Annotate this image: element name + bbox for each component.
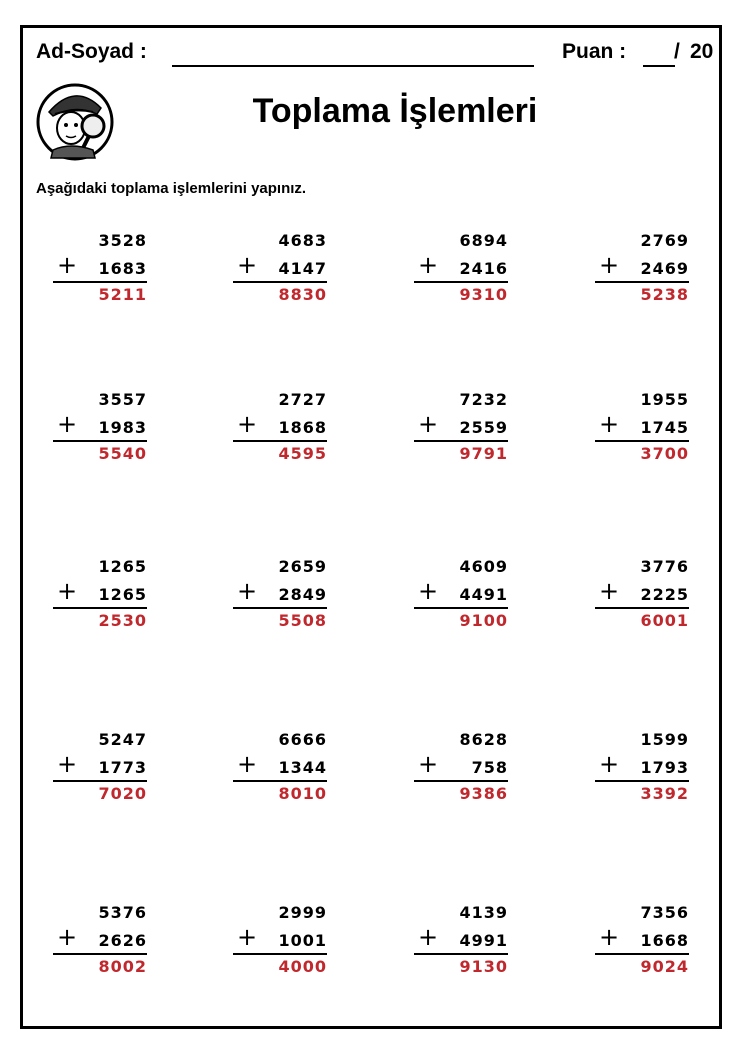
addend-top: 7356 <box>640 903 689 922</box>
plus-icon: + <box>237 410 258 438</box>
addend-top: 3528 <box>98 231 147 250</box>
addition-problem <box>233 557 333 637</box>
addition-problem <box>414 557 514 637</box>
plus-icon: + <box>237 251 258 279</box>
sum-answer[interactable]: 5238 <box>640 285 689 304</box>
sum-line <box>414 953 508 955</box>
addend-bottom: 1001 <box>278 931 327 950</box>
sum-line <box>53 953 147 955</box>
addend-bottom: 1868 <box>278 418 327 437</box>
addend-bottom: 2849 <box>278 585 327 604</box>
sum-answer[interactable]: 4000 <box>278 957 327 976</box>
addend-bottom: 1745 <box>640 418 689 437</box>
sum-answer[interactable]: 6001 <box>640 611 689 630</box>
addend-bottom: 4991 <box>459 931 508 950</box>
addend-bottom: 2225 <box>640 585 689 604</box>
addition-problem <box>53 557 153 637</box>
plus-icon: + <box>418 923 439 951</box>
sum-line <box>233 607 327 609</box>
addition-problem <box>53 390 153 470</box>
addition-problem <box>53 903 153 983</box>
addition-problem <box>414 390 514 470</box>
addend-top: 7232 <box>459 390 508 409</box>
addend-top: 4139 <box>459 903 508 922</box>
score-field-line[interactable] <box>643 65 675 67</box>
sum-line <box>595 953 689 955</box>
sum-answer[interactable]: 3392 <box>640 784 689 803</box>
addend-top: 1955 <box>640 390 689 409</box>
addend-bottom: 1265 <box>98 585 147 604</box>
sum-line <box>414 440 508 442</box>
sum-answer[interactable]: 4595 <box>278 444 327 463</box>
plus-icon: + <box>418 410 439 438</box>
addition-problem <box>233 730 333 810</box>
sum-answer[interactable]: 5211 <box>98 285 147 304</box>
addition-problem <box>595 390 695 470</box>
addend-top: 6894 <box>459 231 508 250</box>
sum-line <box>53 607 147 609</box>
sum-answer[interactable]: 9310 <box>459 285 508 304</box>
addition-problem <box>595 903 695 983</box>
page-title: Toplama İşlemleri <box>252 92 538 130</box>
addend-bottom: 1344 <box>278 758 327 777</box>
addend-bottom: 4147 <box>278 259 327 278</box>
sum-answer[interactable]: 8830 <box>278 285 327 304</box>
plus-icon: + <box>57 923 78 951</box>
score-total: 20 <box>690 40 714 63</box>
addition-problem <box>595 730 695 810</box>
addition-problem <box>595 231 695 311</box>
addend-top: 2659 <box>278 557 327 576</box>
page-border <box>20 25 722 1029</box>
sum-line <box>233 953 327 955</box>
addend-top: 1265 <box>98 557 147 576</box>
sum-line <box>595 281 689 283</box>
addend-bottom: 758 <box>471 758 508 777</box>
detective-magnifier-icon <box>35 78 115 164</box>
sum-answer[interactable]: 5508 <box>278 611 327 630</box>
sum-answer[interactable]: 9024 <box>640 957 689 976</box>
addition-problem <box>233 903 333 983</box>
addition-problem <box>414 903 514 983</box>
plus-icon: + <box>57 251 78 279</box>
plus-icon: + <box>599 577 620 605</box>
addend-top: 3776 <box>640 557 689 576</box>
score-slash: / <box>674 40 680 63</box>
addend-top: 8628 <box>459 730 508 749</box>
addend-bottom: 2559 <box>459 418 508 437</box>
sum-line <box>233 780 327 782</box>
addend-top: 5376 <box>98 903 147 922</box>
plus-icon: + <box>599 750 620 778</box>
addition-problem <box>233 390 333 470</box>
addend-top: 5247 <box>98 730 147 749</box>
plus-icon: + <box>237 750 258 778</box>
addend-bottom: 4491 <box>459 585 508 604</box>
sum-line <box>233 440 327 442</box>
plus-icon: + <box>237 577 258 605</box>
addition-problem <box>53 231 153 311</box>
addition-problem <box>233 231 333 311</box>
sum-line <box>595 440 689 442</box>
sum-answer[interactable]: 3700 <box>640 444 689 463</box>
plus-icon: + <box>599 251 620 279</box>
addend-bottom: 1773 <box>98 758 147 777</box>
addend-bottom: 2416 <box>459 259 508 278</box>
sum-answer[interactable]: 2530 <box>98 611 147 630</box>
plus-icon: + <box>237 923 258 951</box>
addition-problem <box>414 730 514 810</box>
sum-line <box>414 281 508 283</box>
addend-bottom: 2626 <box>98 931 147 950</box>
name-label: Ad-Soyad : <box>36 40 147 63</box>
sum-line <box>414 607 508 609</box>
addition-problem <box>414 231 514 311</box>
sum-answer[interactable]: 8010 <box>278 784 327 803</box>
name-field-line[interactable] <box>172 65 534 67</box>
sum-line <box>233 281 327 283</box>
addition-problem <box>53 730 153 810</box>
score-label: Puan : <box>562 40 627 63</box>
addend-bottom: 2469 <box>640 259 689 278</box>
addend-top: 2999 <box>278 903 327 922</box>
plus-icon: + <box>599 923 620 951</box>
plus-icon: + <box>57 577 78 605</box>
plus-icon: + <box>599 410 620 438</box>
addend-top: 3557 <box>98 390 147 409</box>
addition-problem <box>595 557 695 637</box>
addend-top: 4683 <box>278 231 327 250</box>
addend-bottom: 1683 <box>98 259 147 278</box>
sum-line <box>595 780 689 782</box>
addend-bottom: 1983 <box>98 418 147 437</box>
addend-top: 2727 <box>278 390 327 409</box>
addend-top: 2769 <box>640 231 689 250</box>
sum-answer[interactable]: 5540 <box>98 444 147 463</box>
plus-icon: + <box>57 410 78 438</box>
sum-line <box>53 440 147 442</box>
plus-icon: + <box>57 750 78 778</box>
sum-answer[interactable]: 9386 <box>459 784 508 803</box>
sum-line <box>414 780 508 782</box>
instruction-text: Aşağıdaki toplama işlemlerini yapınız. <box>36 180 307 197</box>
sum-answer[interactable]: 8002 <box>98 957 147 976</box>
sum-line <box>53 281 147 283</box>
plus-icon: + <box>418 750 439 778</box>
sum-answer[interactable]: 9130 <box>459 957 508 976</box>
plus-icon: + <box>418 251 439 279</box>
addend-top: 4609 <box>459 557 508 576</box>
sum-answer[interactable]: 7020 <box>98 784 147 803</box>
sum-answer[interactable]: 9791 <box>459 444 508 463</box>
sum-line <box>595 607 689 609</box>
sum-answer[interactable]: 9100 <box>459 611 508 630</box>
addend-bottom: 1793 <box>640 758 689 777</box>
plus-icon: + <box>418 577 439 605</box>
addend-bottom: 1668 <box>640 931 689 950</box>
sum-line <box>53 780 147 782</box>
addend-top: 6666 <box>278 730 327 749</box>
addend-top: 1599 <box>640 730 689 749</box>
